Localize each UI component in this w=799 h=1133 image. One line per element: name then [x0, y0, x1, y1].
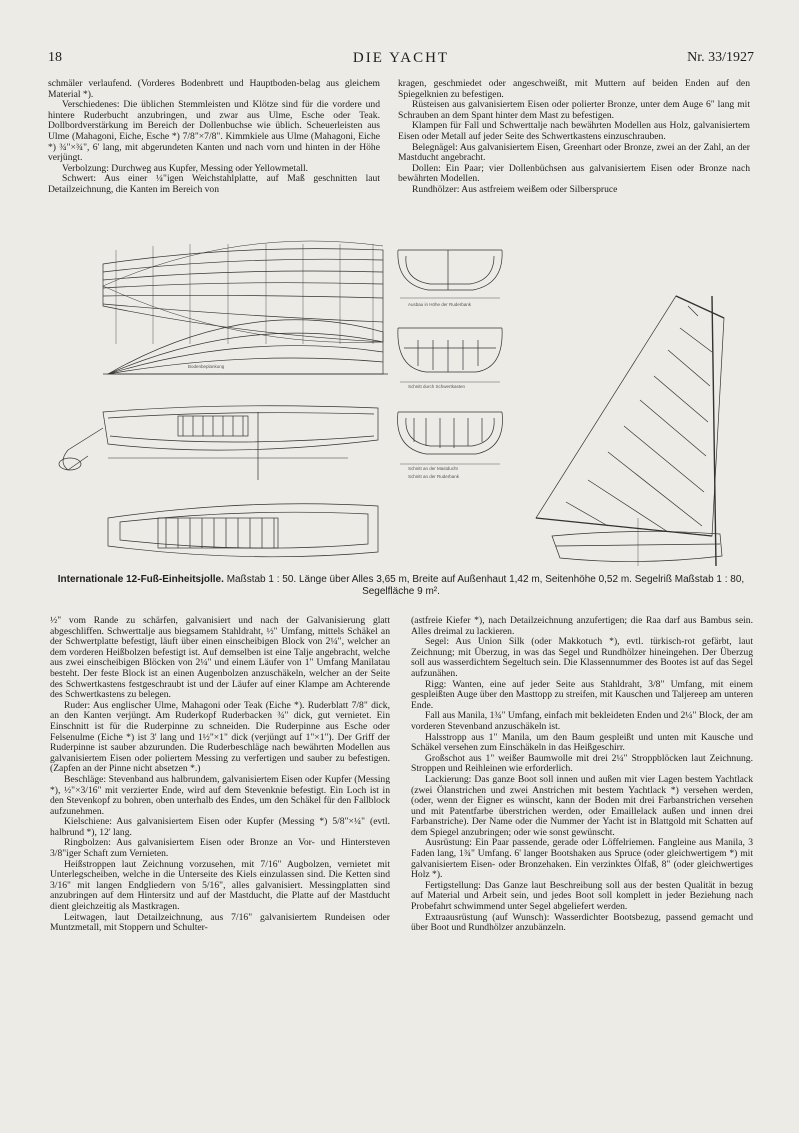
paragraph: Ringbolzen: Aus galvanisiertem Eisen oder Bronze an Vor- und Hintersteven 3/8"iger Schaft zum Vernieten.: [50, 837, 390, 860]
issue-number: Nr. 33/1927: [687, 50, 754, 65]
label-plan: Ausbau in Höhe der Ruderbank: [408, 302, 472, 307]
paragraph: Klampen für Fall und Schwerttalje nach bewährten Modellen aus Holz, galvanisiertem Eisen oder Metall auf jeder Seite des Schwertkastens einzuschrauben.: [398, 120, 750, 142]
paragraph: Belegnägel: Aus galvanisiertem Eisen, Greenhart oder Bronze, zwei an der Zahl, an der Mastducht angebracht.: [398, 141, 750, 164]
paragraph: Segel: Aus Union Silk (oder Makkotuch *), evtl. türkisch-rot gefärbt, laut Zeichnung; mit Überzug, in was das Segel und Rundhölzer hineingehen. Der Überzug soll aus wasserdichtem Segeltuch sein. Die Klassennummer des Bootes ist auf das Segel aufzunähen.: [411, 636, 753, 679]
paragraph: Heißstroppen laut Zeichnung vorzusehen, mit 7/16" Augbolzen, vernietet mit Unterlegscheiben, welche in die Unterseite des Kiels einzulassen sind. Die Ketten sind 3/16" mit langen Endgliedern von 5/16", alles galvanisiert. Messingplatten sind anzubringen auf dem Hintersitz und auf der Mastducht, die Platte auf der Mastducht dient gleichzeitig als Mastkragen.: [50, 858, 390, 913]
paragraph: Halsstropp aus 1" Manila, um den Baum gespleißt und unten mit Kausche und Schäkel versehen zum Einschäkeln in das Heißgeschirr.: [411, 731, 753, 754]
label-section-2: Schnitt an der Mastducht: [408, 466, 458, 471]
paragraph: Verbolzung: Durchweg aus Kupfer, Messing oder Yellowmetall.: [62, 162, 309, 174]
caption-title: Internationale 12-Fuß-Einheitsjolle.: [57, 574, 224, 585]
label-section-3: Schnitt an der Ruderbank: [408, 474, 460, 479]
paragraph: (astfreie Kiefer *), nach Detailzeichnung anzufertigen; die Raa darf aus Bambus sein. Alles dreimal zu lackieren.: [411, 616, 753, 637]
column-top-right: [398, 79, 750, 231]
paragraph: Leitwagen, laut Detailzeichnung, aus 7/16" galvanisiertem Rundeisen oder Muntzmetall, mit Stoppern und Schulter-: [50, 911, 390, 934]
paragraph: kragen, geschmiedet oder angeschweißt, mit Muttern auf beiden Enden auf den Spiegelknien zu befestigen.: [398, 79, 750, 100]
paragraph: Ruder: Aus englischer Ulme, Mahagoni oder Teak (Eiche *). Ruderblatt 7/8" dick, an den Kanten verjüngt. Am Ruderkopf Ruderbacken ¾" dick, gut vernietet. Ein Einschnitt ist für die Ruderpinne zu schneiden. Die Ruderpinne aus Esche oder Felsenulme (Eiche *) ist 3' lang und 1½"×1" dick (verjüngt auf 1"×1"). Der Griff der Ruderpinne ist sauber abzurunden. Die Ruderbeschläge nach bewährten Modellen aus galvanisiertem Eisen oder poliertem Messing zu verfertigen und sauber zu befestigen. (Zapfen an der Pinne nicht absetzen *.): [50, 699, 390, 775]
paragraph: Beschläge: Stevenband aus halbrundem, galvanisiertem Eisen oder Kupfer (Messing *), ½"×3/16" mit verzierter Ende, wird auf dem Stevenknie befestigt. Ein Loch ist in den Stevenkopf zu bohren, oben unterhalb des Endes, um den Schäkel für den Fallblock aufzunehmen.: [50, 773, 390, 817]
page-number: 18: [48, 50, 62, 65]
paragraph: Ausrüstung: Ein Paar passende, gerade oder Löffelriemen. Fangleine aus Manila, 3 Faden lang, 1¾" Umfang. 6' langer Bootshaken aus Spruce (oder gleichwertigem *) mit galvanisiertem Eisen- oder Bronzehaken. Ein verzinktes Ölfaß, 8" (oder gleichwertiges Holz *).: [411, 837, 753, 881]
figure-caption: [48, 574, 754, 598]
profile-lines-plan: [103, 241, 383, 344]
column-top-left: [48, 79, 380, 231]
boat-plan-figure: [48, 236, 754, 572]
paragraph: Rigg: Wanten, eine auf jeder Seite aus Stahldraht, 3/8" Umfang, mit einem gespleißten Auge über den Masttopp zu streifen, mit Kauschen und Taljereep am unteren Ende.: [411, 678, 753, 711]
paragraph: ½" vom Rande zu schärfen, galvanisiert und nach der Galvanisierung glatt abgeschliffen. Schwerttalje aus biegsamem Stahldraht, ½" Umfang, mittels Schäkel an der Schwertplatte befestigt, läuft über einen einscheibigen Block von 2¼", welcher an dem vorderen Heißbolzen befestigt ist. Auf demselben ist eine Talje angebracht, welche aus zwei einscheibigen Blöcken von 2¼" und einem Läufer von 1" Umfang Manilatau besteht. Der feste Block ist an einen Augenbolzen anzuschäkeln, welcher an der Seite des Schwertkastens festgeschraubt ist und der Läufer auf einer Klampe am Achterende des Schwertkastens zu belegen.: [50, 616, 390, 701]
paragraph: Rüsteisen aus galvanisiertem Eisen oder polierter Bronze, unter dem Auge 6" lang mit Schrauben an dem Spant hinter dem Mast zu befestigen.: [398, 99, 750, 121]
paragraph: schmäler verlaufend. (Vorderes Bodenbrett und Hauptboden-belag aus gleichem Material *).: [48, 79, 380, 100]
paragraph: Fertigstellung: Das Ganze laut Beschreibung soll aus der besten Qualität in bezug auf Material und Arbeit sein, und jedes Boot soll komplett in jeder Beziehung nach Probefahrt schwimmend unter Segel abgeliefert werden.: [411, 879, 753, 913]
journal-title: DIE YACHT: [352, 50, 450, 66]
paragraph: Lackierung: Das ganze Boot soll innen und außen mit vier Lagen bestem Yachtlack (zwei Ölanstrichen und zwei Anstrichen mit bestem Yachtlack *) versehen werden, (oder, wenn der Eigner es wünscht, kann der Boden mit drei Farbanstrichen versehen und mit Patentfarbe überstrichen werden, oder Emaillelack außen und innen drei Farbanstriche). Der Name oder die Nummer der Yacht ist in Blattgold mit Schatten auf dem Spiegel anzubringen; oder wie sonst gewünscht.: [411, 773, 753, 838]
section-2: [398, 328, 502, 382]
half-breadth-plan: [103, 320, 388, 374]
paragraph: Rundhölzer: Aus astfreiem weißem oder Silberspruce: [412, 183, 618, 195]
sail-plan: [536, 296, 724, 566]
paragraph: Verschiedenes: Die üblichen Stemmleisten und Klötze sind für die vordere und hintere Ruderbucht anzubringen, und zwar aus Ulme, Esche oder Teak. Dollbordverstärkung im Bereich der Dollenbuchse wie üblich. Scheuerleisten aus Ulme (Mahagoni, Eiche, Esche *) 7/8"×7/8". Kimmkiele aus Ulme (Mahagoni, Eiche *) ¾"×¾", 6' lang, mit abgerundeten Kanten und nach vorn und hinten in der Höhe verjüngt.: [48, 99, 380, 164]
column-bottom-left: [50, 616, 390, 1056]
paragraph: Fall aus Manila, 1¾" Umfang, einfach mit bekleideten Enden und 2¼" Block, der am vorderen Stevenband anzuschäkeln ist.: [411, 710, 753, 732]
section-3: [398, 412, 503, 464]
label-hull-lines: Bodenbeplankung: [188, 364, 225, 369]
inboard-profile: [59, 406, 378, 480]
label-section-1: Schnitt durch Schwertkasten: [408, 384, 466, 389]
column-bottom-right: [411, 616, 753, 1056]
paragraph: Kielschiene: Aus galvanisiertem Eisen oder Kupfer (Messing *) 5/8"×¼" (evtl. halbrund *), 12' lang.: [50, 816, 390, 838]
paragraph: Großschot aus 1" weißer Baumwolle mit drei 2¼" Stroppblöcken laut Zeichnung. Stroppen und Reihleinen wie erforderlich.: [411, 752, 753, 775]
paragraph: Extraausrüstung (auf Wunsch): Wasserdichter Bootsbezug, passend gemacht und über Boot und Rundhölzer anzubänzeln.: [411, 911, 753, 934]
caption-text: Maßstab 1 : 50. Länge über Alles 3,65 m, Breite auf Außenhaut 1,42 m, Seitenhöhe 0,52 m. Segelriß Maßstab 1 : 80, Segelfläche 9 m².: [226, 574, 745, 597]
paragraph: Schwert: Aus einer ¼"igen Weichstahlplatte, auf Maß geschnitten laut Detailzeichnung, die Kanten im Bereich von: [48, 173, 380, 195]
running-header: [48, 50, 754, 72]
paragraph: Dollen: Ein Paar; vier Dollenbüchsen aus galvanisiertem Eisen oder Bronze nach bewährten Modellen.: [398, 162, 750, 185]
deck-plan: [108, 504, 378, 557]
section-1: [398, 250, 502, 298]
boat-plan-drawing: [48, 236, 754, 572]
